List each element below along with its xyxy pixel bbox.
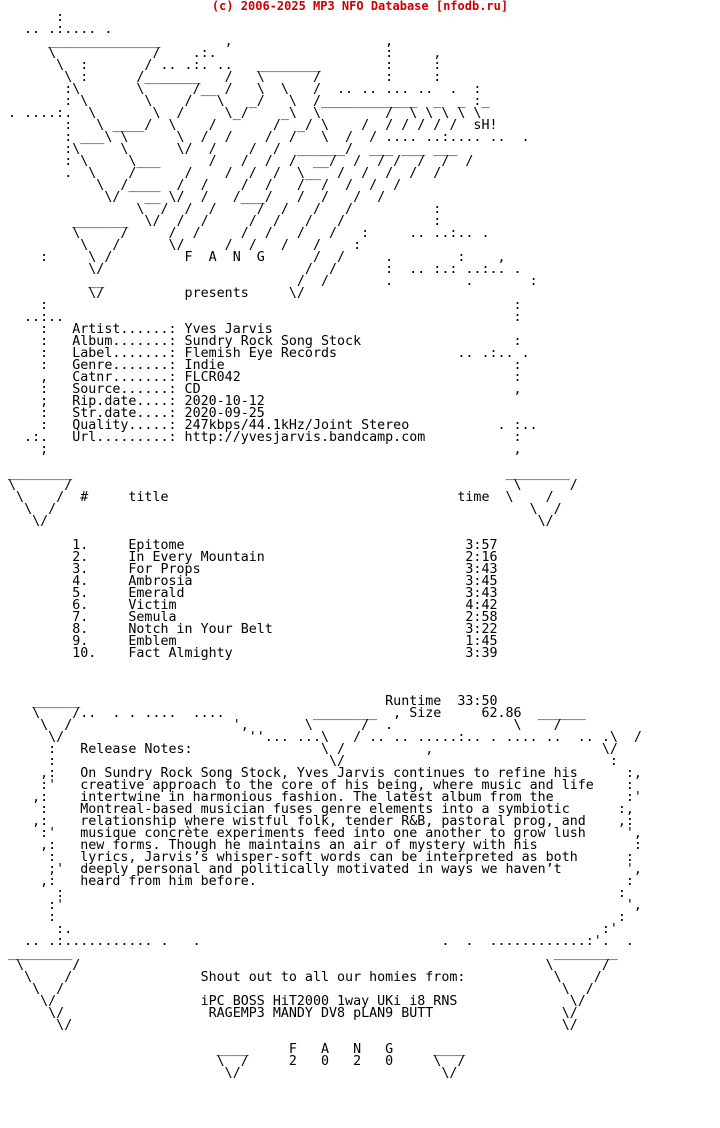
nfo-line: ; , [0, 442, 522, 457]
nfo-line: : Label.......: Flemish Eye Records .. .:.. . [0, 346, 530, 361]
nfo-line: 7. Semula 2:58 [0, 610, 498, 625]
site-header: (c) 2006-2025 MP3 NFO Database [nfodb.ru] [211, 0, 509, 13]
nfo-line: : \ ____/ \ / / _/ \ / / / / / / sH! [0, 118, 498, 133]
nfo-line: : Artist......: Yves Jarvis [0, 322, 273, 337]
nfo-line: : Quality.....: 247kbps/44.1kHz/Joint Stereo . :.. [0, 418, 538, 433]
nfo-line: 8. Notch in Your Belt 3:22 [0, 622, 498, 637]
nfo-line: \ : /_______ / \ / : : [0, 70, 442, 85]
nfo-line: : \ \___ / / / / __/ / / / / / / [0, 154, 474, 169]
nfo-line: : : [0, 886, 626, 901]
nfo-line: \/ __ \/ / /___/ / / / / [0, 190, 386, 205]
nfo-line: \ / \/ / / / / : [0, 238, 362, 253]
nfo-line: \/ presents \/ [0, 286, 305, 301]
nfo-line: : ___\ \ \ / / / / \ / / .... ..:.... .. . [0, 130, 530, 145]
nfo-line: : lyrics, Jarvis’s whisper-soft words can be interpreted as both : [0, 850, 634, 865]
nfo-line: ,: On Sundry Rock Song Stock, Yves Jarvis continues to refine his :, [0, 766, 642, 781]
nfo-line: . ....:. \ \ / \_/ _\ \ / \ \ \ \ \ [0, 106, 482, 121]
nfo-line: \ / \ / [0, 502, 562, 517]
nfo-line: :\ \ /__ / \ \ / .. .. ... .. . : [0, 82, 482, 97]
nfo-line: :' musique concrète experiments feed into one another to grow lush ', [0, 826, 642, 841]
nfo-line: \ /.. . . .... .... ________ , Size 62.86 ______ [0, 706, 586, 721]
nfo-line: \ /____ / / / / / / / / / [0, 178, 402, 193]
nfo-line: \/ \/ [0, 1066, 458, 1080]
nfo-line: : \ \ / \ _/ \ /____________ _ _ :_ [0, 94, 490, 109]
nfo-line: ..:.. : [0, 310, 522, 325]
nfo-line: \/ RAGEMP3 MANDY DV8 pLAN9 BUTT \/ [0, 1006, 578, 1021]
nfo-line: : Str.date....: 2020-09-25 [0, 406, 265, 421]
nfo-line [0, 660, 720, 672]
nfo-line: \ / ', \ / . \ / [0, 718, 562, 733]
nfo-text-block [0, 12, 720, 1080]
nfo-line: ,: relationship where wistful folk, tender R&B, pastoral prog, and ,: [0, 814, 634, 829]
nfo-line: 1. Epitome 3:57 [0, 538, 498, 553]
nfo-line: \ / Shout out to all our homies from: \ / [0, 970, 602, 985]
nfo-line: .. .:.... . [0, 22, 113, 37]
nfo-line: .. .:........... . . . . ............:'. . [0, 934, 634, 949]
nfo-line: \/ / / : .. :.: ..:.. . [0, 262, 522, 277]
nfo-line: \ / / / / / / / : [0, 202, 442, 217]
nfo-line: \/ iPC BOSS HiT2000 1way UKi i8 RNS \/ [0, 994, 586, 1009]
nfo-line: : \ / F A N G / / . : , [0, 250, 506, 265]
nfo-line: :' creative approach to the core of his being, where music and life : [0, 778, 634, 793]
nfo-line: : Source......: CD , [0, 382, 522, 397]
nfo-line: 9. Emblem 1:45 [0, 634, 498, 649]
nfo-line: ________ ________ [0, 946, 618, 961]
nfo-line: 4. Ambrosia 3:45 [0, 574, 498, 589]
nfo-line: \/ \/ [0, 514, 554, 529]
nfo-line: ,: heard from him before. : [0, 874, 634, 889]
nfo-line: \ / # title time \ / [0, 490, 554, 505]
nfo-line: _______ \/ / / / / / / : [0, 214, 442, 229]
nfo-line: ,: intertwine in harmonious fashion. The latest album from the :' [0, 790, 642, 805]
nfo-line: \ : / .. .:. .. ________ : : [0, 58, 442, 73]
nfo-line: : \/ : [0, 754, 618, 769]
nfo-line: ________ ________ [0, 466, 570, 481]
nfo-line: 10. Fact Almighty 3:39 [0, 646, 498, 661]
nfo-line: :' ', [0, 898, 642, 913]
nfo-line: : : [0, 910, 626, 925]
nfo-line: 5. Emerald 3:43 [0, 586, 498, 601]
nfo-line: \ / \ / [0, 982, 594, 997]
nfo-line: ____ F A N G ____ [0, 1042, 466, 1057]
nfo-line: :\ \ \/ / / / ______/ ___ ___ ___ [0, 142, 458, 157]
nfo-line: : Genre.......: Indie : [0, 358, 522, 373]
nfo-line: \ / / / / / / / : .. ..:.. . [0, 226, 490, 241]
nfo-line: ______ Runtime 33:50 [0, 694, 498, 709]
nfo-line: __ / / . . : [0, 274, 538, 289]
nfo-line: : Release Notes: \ / , \/ [0, 742, 618, 757]
nfo-line: ; Rip.date....: 2020-10-12 [0, 394, 265, 409]
nfo-line [0, 672, 720, 684]
nfo-line: ,: new forms. Though he maintains an air of mystery with his : [0, 838, 642, 853]
nfo-line: ______________ , , [0, 34, 394, 49]
nfo-line: ;' deeply personal and politically motivated in ways we haven’t ', [0, 862, 642, 877]
nfo-line: : : [0, 298, 522, 313]
nfo-line: .:. Url.........: http://yvesjarvis.bandcamp.com : [0, 430, 522, 445]
nfo-line: \ / \ / [0, 958, 610, 973]
nfo-line: : [0, 12, 65, 25]
nfo-line: , Catnr.......: FLCR042 : [0, 370, 522, 385]
nfo-line: :. :' [0, 922, 618, 937]
nfo-line: \ / 2 0 2 0 \ / [0, 1054, 466, 1069]
nfo-line: \ / .:. : , [0, 46, 442, 61]
nfo-line: 3. For Props 3:43 [0, 562, 498, 577]
nfo-line: . \ / / / / / \__ / / / / / [0, 166, 442, 181]
nfo-line: 6. Victim 4:42 [0, 598, 498, 613]
nfo-line: : Montreal-based musician fuses genre elements into a symbiotic :, [0, 802, 634, 817]
nfo-line: \/ \/ [0, 1018, 578, 1033]
nfo-line: : Album.......: Sundry Rock Song Stock : [0, 334, 522, 349]
nfo-line: \ / \ / [0, 478, 578, 493]
nfo-line: \/ ''... ...\ / .. .. .....:.. . .... .. .. .\ / [0, 730, 642, 745]
nfo-line: 2. In Every Mountain 2:16 [0, 550, 498, 565]
